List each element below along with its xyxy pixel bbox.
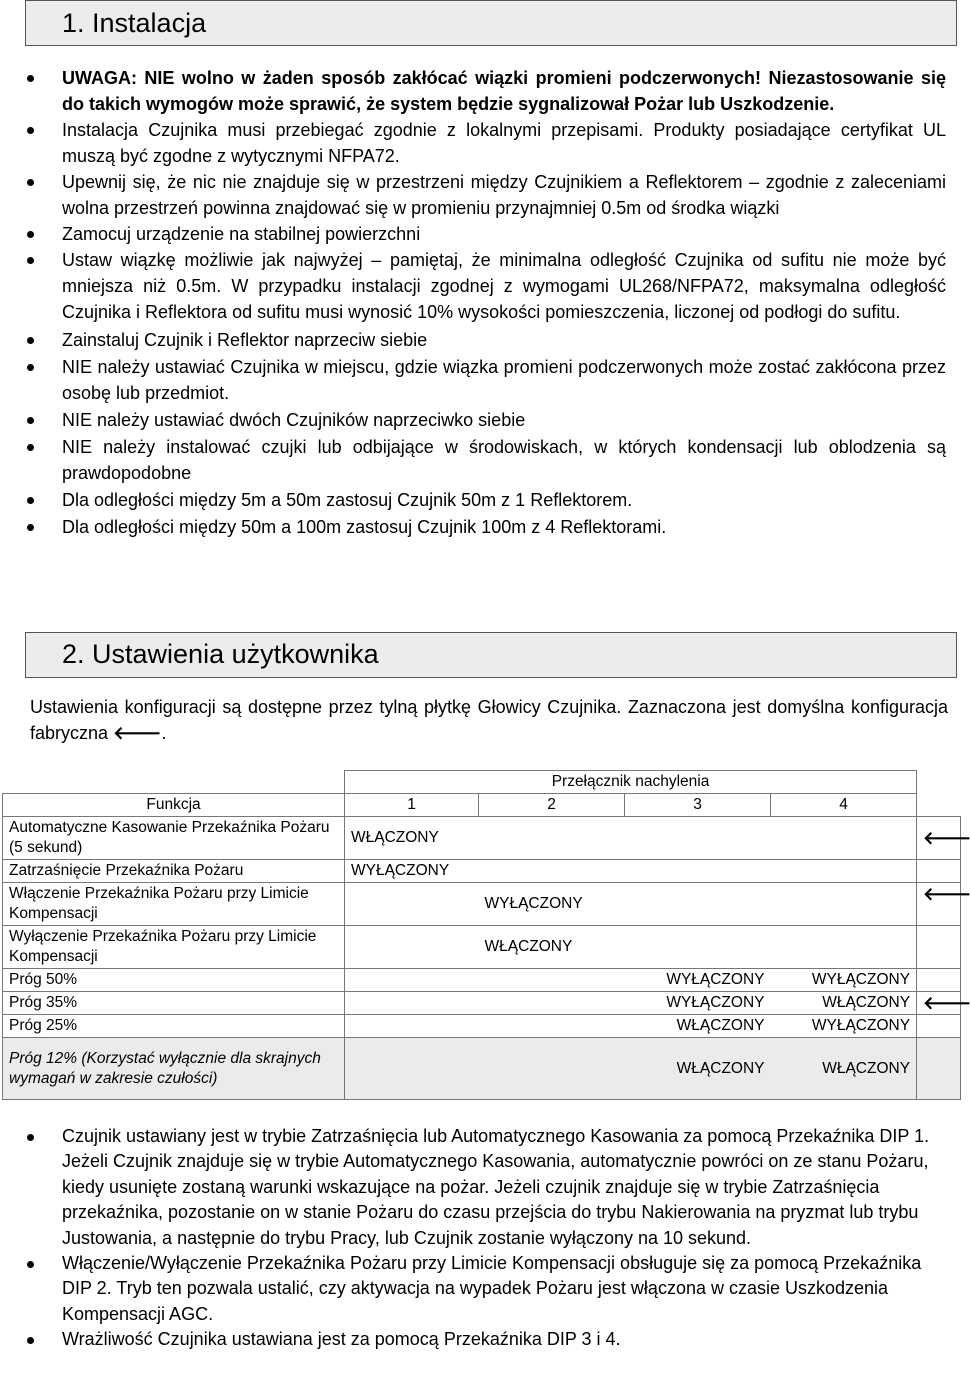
default-arrow-icon: 🡐 xyxy=(917,817,961,860)
default-arrow-icon xyxy=(917,1015,961,1038)
list-item: Dla odległości między 50m a 100m zastosuj Czujnik 100m z 4 Reflektorami. xyxy=(0,514,960,540)
default-arrow-icon: 🡐 xyxy=(917,883,961,926)
col-switch-2: 2 xyxy=(479,794,625,817)
table-group-header-row xyxy=(3,771,961,794)
table-row: Wyłączenie Przekaźnika Pożaru przy Limicie Kompensacji WŁĄCZONY xyxy=(3,926,961,969)
section2-heading: 2. Ustawienia użytkownika xyxy=(62,639,379,669)
bullet-icon xyxy=(27,497,34,504)
bullet-icon xyxy=(27,127,34,134)
bullet-icon xyxy=(27,1261,34,1268)
list-item: Czujnik ustawiany jest w trybie Zatrzaśnięcia lub Automatycznego Kasowania za pomocą Przekaźnika DIP 1. Jeżeli Czujnik znajduje się w trybie Automatycznego Kasowania, automatycznie powróci on ze stanu Pożaru, kiedy usunięte zostaną warunki wskazujące na pożar. Jeżeli czujnik znajduje się w trybie Zatrzaśnięcia przekaźnika, pozostanie on w stanie Pożaru do czasu przejścia do trybu Nakierowania na pryzmat lub trybu Justowania, a następnie do trybu Pracy, lub Czujnik zostanie wyłączony na 10 sekund. xyxy=(0,1124,960,1251)
col-switch-4: 4 xyxy=(771,794,917,817)
table-row: Próg 25% WŁĄCZONY WYŁĄCZONY xyxy=(3,1015,961,1038)
settings-intro: Ustawienia konfiguracji są dostępne przez tylną płytkę Głowicy Czujnika. Zaznaczona jest domyślna konfiguracja fabryczna 🡐. xyxy=(30,697,948,743)
list-item: Ustaw wiązkę możliwie jak najwyżej – pamiętaj, że minimalna odległość Czujnika od sufitu nie może być mniejsza niż 0.5m. W przypadku instalacji zgodnej z wymogami UL268/NFPA72, maksymalna odległość Czujnika i Reflektora od sufitu musi wynosić 10% wysokości pomieszczenia, liczonej od podłogi do sufitu. xyxy=(0,247,960,325)
list-item: NIE należy ustawiać Czujnika w miejscu, gdzie wiązka promieni podczerwonych może zostać zakłócona przez osobę lub przedmiot. xyxy=(0,354,960,406)
bullet-icon xyxy=(27,1337,34,1344)
bullet-icon xyxy=(27,75,34,82)
list-item: Dla odległości między 5m a 50m zastosuj Czujnik 50m z 1 Reflektorem. xyxy=(0,487,960,513)
bullet-icon xyxy=(27,417,34,424)
col-switch-3: 3 xyxy=(625,794,771,817)
bullet-icon xyxy=(27,524,34,531)
section1-heading-box xyxy=(25,0,957,46)
notes-list xyxy=(0,1124,960,1353)
col-function-header: Funkcja xyxy=(3,794,345,817)
config-table xyxy=(2,770,971,1100)
list-item: NIE należy instalować czujki lub odbijające w środowiskach, w których kondensacji lub oblodzenia są prawdopodobne xyxy=(0,434,960,486)
list-item: UWAGA: NIE wolno w żaden sposób zakłócać wiązki promieni podczerwonych! Niezastosowanie się do takich wymogów może sprawić, że system będzie sygnalizował Pożar lub Uszkodzenie. xyxy=(0,65,960,117)
group-header: Przełącznik nachylenia xyxy=(345,771,917,794)
list-item: Instalacja Czujnika musi przebiegać zgodnie z lokalnymi przepisami. Produkty posiadające certyfikat UL muszą być zgodne z wytycznymi NFPA72. xyxy=(0,117,960,169)
bullet-icon xyxy=(27,257,34,264)
table-row: Automatyczne Kasowanie Przekaźnika Pożaru (5 sekund) WŁĄCZONY 🡐 xyxy=(3,817,961,860)
bullet-icon xyxy=(27,337,34,344)
table-row: Zatrzaśnięcie Przekaźnika Pożaru WYŁĄCZONY xyxy=(3,860,961,883)
bullet-icon xyxy=(27,444,34,451)
list-item: Zainstaluj Czujnik i Reflektor naprzeciw siebie xyxy=(0,327,960,353)
list-item: Wrażliwość Czujnika ustawiana jest za pomocą Przekaźnika DIP 3 i 4. xyxy=(0,1327,960,1352)
default-arrow-icon xyxy=(917,926,961,969)
section2-heading-box xyxy=(25,632,957,678)
list-item: Zamocuj urządzenie na stabilnej powierzchni xyxy=(0,221,960,247)
bullet-icon xyxy=(27,364,34,371)
default-arrow-icon: 🡐 xyxy=(917,992,961,1015)
table-header-row xyxy=(3,794,961,817)
table-row: Włączenie Przekaźnika Pożaru przy Limicie Kompensacji WYŁĄCZONY 🡐 xyxy=(3,883,961,926)
default-arrow-icon xyxy=(917,860,961,883)
table-row: Próg 50% WYŁĄCZONY WYŁĄCZONY xyxy=(3,969,961,992)
table-row: Próg 35% WYŁĄCZONY WŁĄCZONY 🡐 xyxy=(3,992,961,1015)
list-item: NIE należy ustawiać dwóch Czujników naprzeciwko siebie xyxy=(0,407,960,433)
default-arrow-icon xyxy=(917,1038,961,1100)
table-row: Próg 12% (Korzystać wyłącznie dla skrajnych wymagań w zakresie czułości) WŁĄCZONY WŁĄCZONY xyxy=(3,1038,961,1100)
default-arrow-icon xyxy=(917,969,961,992)
installation-list xyxy=(0,65,960,540)
list-item: Upewnij się, że nic nie znajduje się w przestrzeni między Czujnikiem a Reflektorem – zgodnie z zaleceniami wolna przestrzeń powinna znajdować się w promieniu przynajmniej 0.5m od środka wiązki xyxy=(0,169,960,221)
section1-heading: 1. Instalacja xyxy=(62,8,207,38)
default-arrow-icon: 🡐 xyxy=(113,723,162,743)
col-switch-1: 1 xyxy=(345,794,479,817)
list-item: Włączenie/Wyłączenie Przekaźnika Pożaru przy Limicie Kompensacji obsługuje się za pomocą Przekaźnika DIP 2. Tryb ten pozwala ustalić, czy aktywacja na wypadek Pożaru jest włączona w czasie Uszkodzenia Kompensacji AGC. xyxy=(0,1251,960,1327)
bullet-icon xyxy=(27,1134,34,1141)
bullet-icon xyxy=(27,231,34,238)
bullet-icon xyxy=(27,179,34,186)
